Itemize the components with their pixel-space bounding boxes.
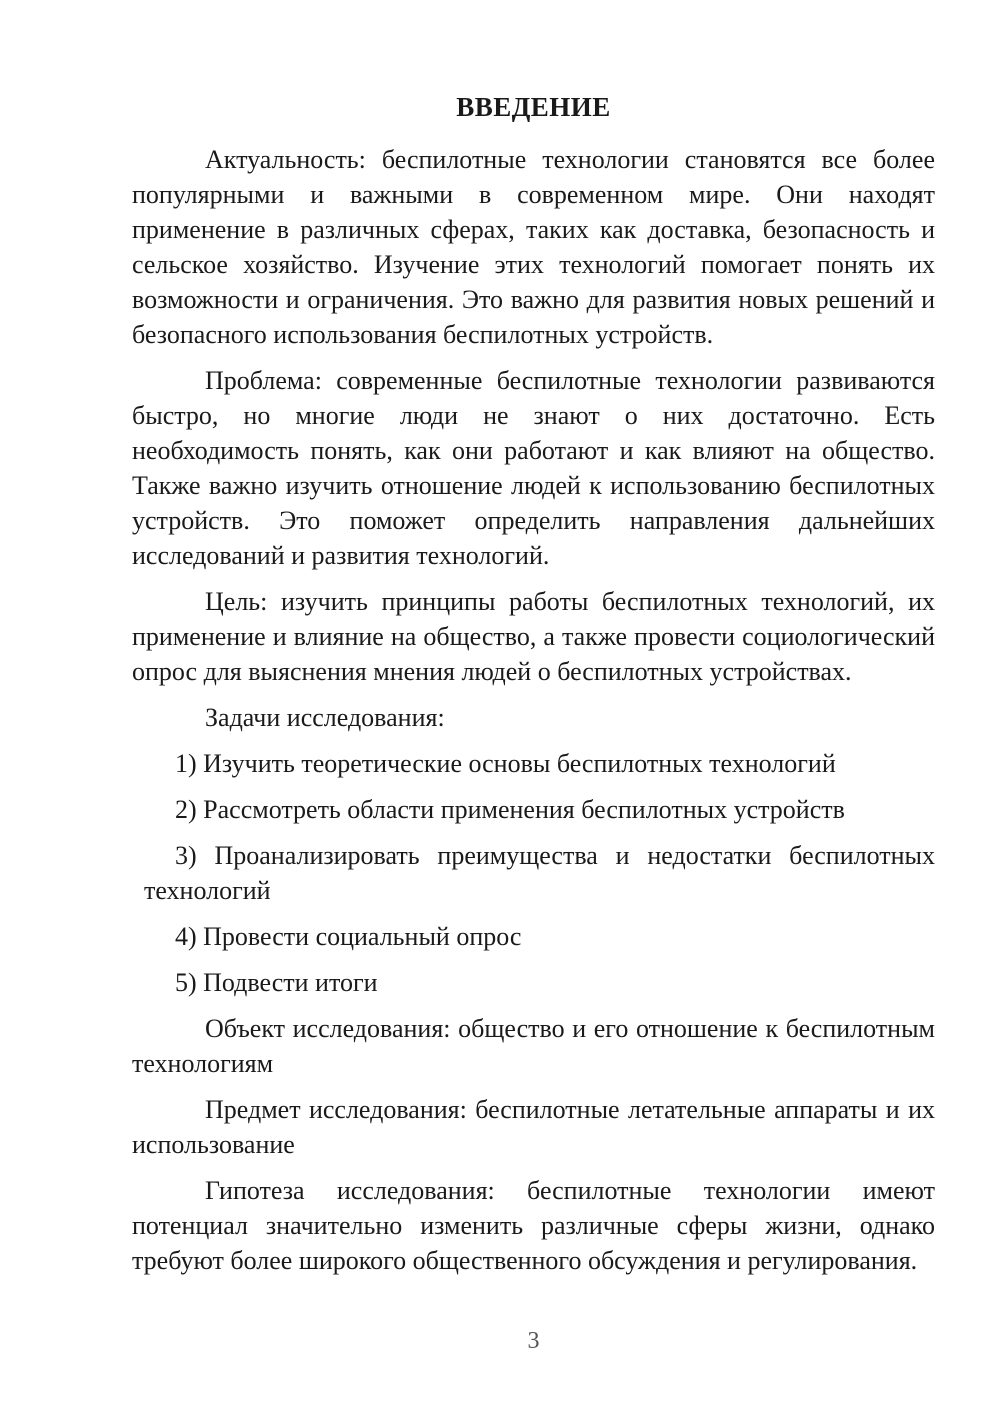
task-item-5: 5) Подвести итоги [175, 968, 378, 997]
page-title: ВВЕДЕНИЕ [456, 92, 611, 122]
paragraph-hypothesis: Гипотеза исследования: беспилотные технологии имеют потенциал значительно изменить различные сферы жизни, однако требуют более широкого общественного обсуждения и регулирования. [132, 1176, 935, 1275]
task-item-2: 2) Рассмотреть области применения беспилотных устройств [175, 795, 845, 824]
task-item-1: 1) Изучить теоретические основы беспилотных технологий [175, 749, 836, 778]
tasks-heading: Задачи исследования: [205, 703, 445, 732]
paragraph-goal: Цель: изучить принципы работы беспилотных технологий, их применение и влияние на общество, а также провести социологический опрос для выяснения мнения людей о беспилотных устройствах. [132, 587, 935, 686]
paragraph-subject: Предмет исследования: беспилотные летательные аппараты и их использование [132, 1095, 935, 1159]
page-number: 3 [527, 1328, 540, 1354]
task-item-4: 4) Провести социальный опрос [175, 922, 522, 951]
paragraph-problem: Проблема: современные беспилотные технологии развиваются быстро, но многие люди не знают о них достаточно. Есть необходимость понять, как они работают и как влияют на общество. Также важно изучить отношение людей к использованию беспилотных устройств. Это поможет определить направления дальнейших исследований и развития технологий. [132, 366, 935, 570]
paragraph-relevance: Актуальность: беспилотные технологии становятся все более популярными и важными в современном мире. Они находят применение в различных сферах, таких как доставка, безопасность и сельское хозяйство. Изучение этих технологий помогает понять их возможности и ограничения. Это важно для развития новых решений и безопасного использования беспилотных устройств. [132, 145, 935, 349]
task-item-3: 3) Проанализировать преимущества и недостатки беспилотных технологий [144, 841, 935, 905]
paragraph-object: Объект исследования: общество и его отношение к беспилотным технологиям [132, 1014, 935, 1078]
